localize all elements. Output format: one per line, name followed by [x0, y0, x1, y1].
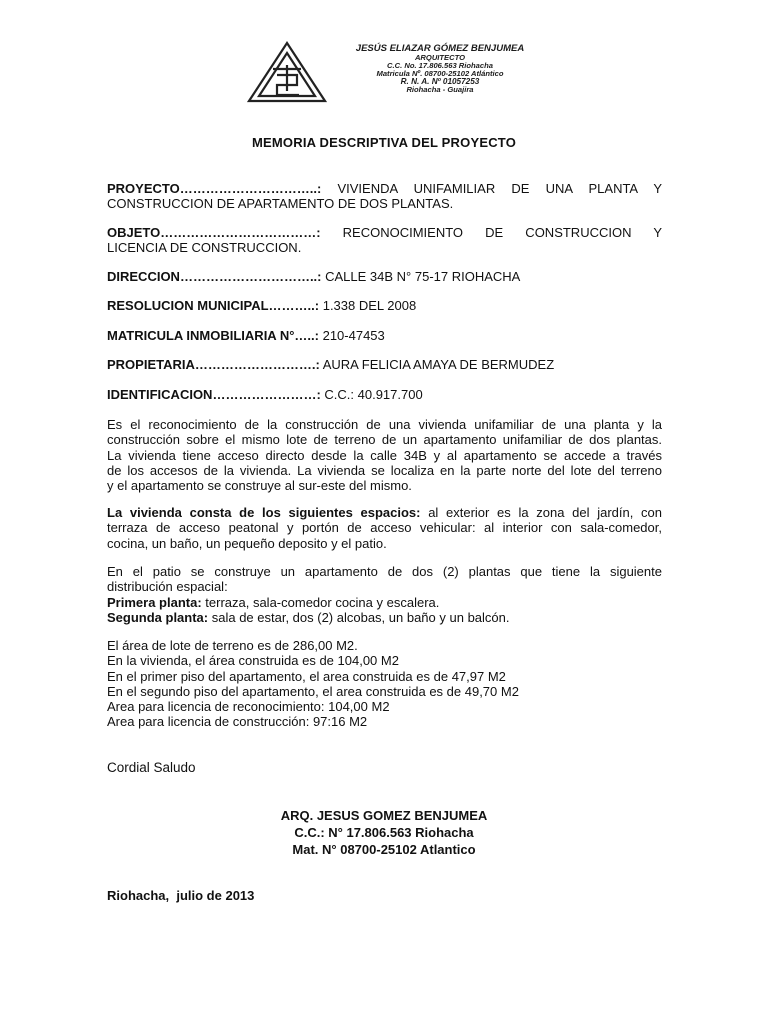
primera-planta [107, 595, 662, 610]
field-matricula-label: MATRICULA INMOBILIARIA N°…..: [107, 328, 319, 343]
primera-planta-text: terraza, sala-comedor cocina y escalera. [201, 594, 440, 610]
field-objeto-value-2: LICENCIA DE CONSTRUCCION. [107, 240, 302, 255]
signature-block [0, 807, 768, 858]
letterhead-cc: C.C. No. 17.806.563 Riohacha [387, 60, 493, 70]
field-resolucion [107, 298, 662, 313]
field-direccion-label: DIRECCION…………………………..: [107, 269, 322, 284]
vivienda-paragraph [107, 505, 662, 551]
letterhead-name: JESÚS ELIAZAR GÓMEZ BENJUMEA [355, 43, 525, 54]
area-line: Area para licencia de reconocimiento: 104,00 M2 [107, 699, 390, 715]
intro-line: La vivienda tiene acceso directo desde la calle 34B y al apartamento se accede a través [107, 447, 662, 463]
segunda-planta-text: sala de estar, dos (2) alcobas, un baño y un balcón. [208, 609, 510, 625]
field-direccion-value: CALLE 34B N° 75-17 RIOHACHA [325, 269, 521, 284]
field-propietaria-value: AURA FELICIA AMAYA DE BERMUDEZ [322, 357, 555, 372]
intro-paragraph [107, 417, 662, 493]
architect-logo-icon [247, 41, 327, 103]
vivienda-line3: cocina, un baño, un pequeño deposito y el patio. [107, 535, 387, 551]
field-proyecto-line1 [107, 181, 662, 196]
signature-mat: Mat. N° 08700-25102 Atlantico [292, 842, 476, 857]
vivienda-line2: terraza de acceso peatonal y portón de acceso vehicular: al interior con sala-comedor, [107, 520, 662, 536]
signature-name: ARQ. JESUS GOMEZ BENJUMEA [280, 808, 488, 823]
intro-line: y el apartamento se construye al sur-este del mismo. [107, 478, 412, 494]
letterhead-city: Riohacha - Guajira [406, 85, 474, 95]
segunda-planta-label: Segunda planta: [107, 609, 209, 625]
field-direccion [107, 269, 662, 284]
field-identificacion-label: IDENTIFICACION……………………: [107, 387, 321, 402]
intro-line: Es el reconocimiento de la construcción de una vivienda unifamiliar de una planta y la [107, 417, 662, 432]
segunda-planta [107, 610, 662, 625]
intro-line: de los accesos de la vivienda. La vivienda se localiza en la parte norte del lote del terreno [107, 462, 662, 478]
vivienda-line1 [107, 505, 662, 520]
field-proyecto-label: PROYECTO…………………………..: [107, 181, 322, 196]
field-proyecto-value-1: VIVIENDA UNIFAMILIAR DE UNA PLANTA Y [337, 181, 662, 196]
signature-cc: C.C.: N° 17.806.563 Riohacha [294, 825, 474, 840]
primera-planta-label: Primera planta: [107, 594, 202, 610]
patio-line1: En el patio se construye un apartamento de dos (2) plantas que tiene la siguiente [107, 564, 662, 579]
areas-list [107, 638, 662, 730]
area-line: En la vivienda, el área construida es de 104,00 M2 [107, 653, 399, 669]
document-date: Riohacha, julio de 2013 [107, 888, 255, 903]
field-objeto [107, 225, 662, 255]
field-objeto-value-1: RECONOCIMIENTO DE CONSTRUCCION Y [342, 225, 662, 240]
document-title: MEMORIA DESCRIPTIVA DEL PROYECTO [251, 135, 517, 150]
area-line: En el segundo piso del apartamento, el area construida es de 49,70 M2 [107, 683, 519, 699]
letterhead-profession: ARQUITECTO [414, 52, 466, 62]
intro-line: construcción sobre el mismo lote de terreno de un apartamento unifamiliar de dos plantas. [107, 432, 662, 448]
field-matricula-value: 210-47453 [322, 328, 385, 343]
letterhead-rna: R. N. A. Nº 01057253 [400, 76, 480, 86]
letterhead [340, 44, 540, 94]
field-matricula [107, 328, 662, 343]
area-line: El área de lote de terreno es de 286,00 M2. [107, 638, 358, 653]
field-identificacion-value: C.C.: 40.917.700 [324, 387, 423, 402]
field-identificacion [107, 387, 662, 402]
field-resolucion-value: 1.338 DEL 2008 [322, 298, 417, 313]
vivienda-line1-rest: al exterior es la zona del jardín, con [420, 505, 662, 520]
area-line: Area para licencia de construcción: 97:16 M2 [107, 714, 368, 730]
patio-line2: distribución espacial: [107, 579, 228, 595]
field-objeto-label: OBJETO………………………………: [107, 225, 321, 240]
field-resolucion-label: RESOLUCION MUNICIPAL………..: [107, 298, 320, 313]
closing-salutation: Cordial Saludo [107, 760, 196, 775]
area-line: En el primer piso del apartamento, el area construida es de 47,97 M2 [107, 668, 506, 684]
field-objeto-line1 [107, 225, 662, 240]
vivienda-lead: La vivienda consta de los siguientes espacios: [107, 505, 421, 520]
field-propietaria-label: PROPIETARIA……………………….: [107, 357, 320, 372]
field-proyecto [107, 181, 662, 211]
letterhead-matricula: Matricula Nº. 08700-25102 Atlántico [376, 68, 504, 78]
patio-paragraph [107, 564, 662, 625]
field-propietaria [107, 357, 662, 372]
field-proyecto-value-2: CONSTRUCCION DE APARTAMENTO DE DOS PLANTAS. [107, 196, 454, 211]
